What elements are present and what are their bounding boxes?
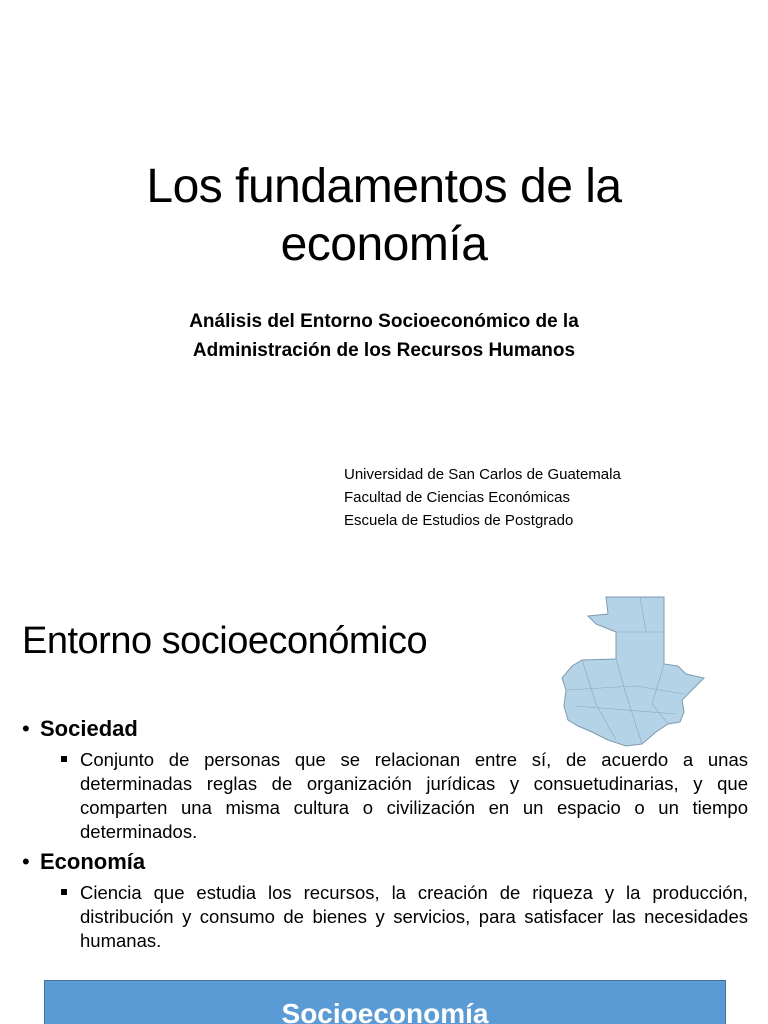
affiliation-university: Universidad de San Carlos de Guatemala — [344, 466, 621, 483]
bullet-economia — [22, 847, 145, 877]
title-line-2: economía — [280, 218, 488, 271]
presentation-subtitle — [0, 307, 768, 365]
affiliation-school: Escuela de Estudios de Postgrado — [344, 512, 574, 529]
definition-text: Ciencia que estudia los recursos, la creación de riqueza y la producción, distribución y consumo de bienes y servicios, para satisfacer las necesidades humanas. — [80, 882, 748, 951]
slide-heading: Entorno socioeconómico — [22, 620, 428, 662]
guatemala-map-icon — [556, 594, 706, 749]
definition-sociedad — [80, 748, 748, 844]
square-bullet-icon — [61, 756, 67, 762]
presentation-title — [0, 158, 768, 274]
bullet-label: Sociedad — [40, 716, 138, 741]
definition-economia — [80, 881, 748, 953]
affiliation-block — [344, 463, 621, 532]
bullet-label: Economía — [40, 849, 146, 874]
subtitle-line-1: Análisis del Entorno Socioeconómico de la — [189, 311, 579, 332]
bullet-marker: • — [22, 849, 30, 874]
slide-entorno — [0, 576, 768, 1024]
socioeconomia-label: Socioeconomía — [281, 998, 489, 1024]
bullet-sociedad — [22, 714, 138, 744]
definition-text: Conjunto de personas que se relacionan entre sí, de acuerdo a unas determinadas reglas de organización jurídicas y consuetudinarias, y que comparten una misma cultura o civilización en un espacio o un tiempo determinados. — [80, 749, 748, 842]
bullet-marker: • — [22, 716, 30, 741]
socioeconomia-box — [44, 980, 726, 1024]
affiliation-faculty: Facultad de Ciencias Económicas — [344, 489, 570, 506]
square-bullet-icon — [61, 889, 67, 895]
title-line-1: Los fundamentos de la — [146, 160, 622, 213]
subtitle-line-2: Administración de los Recursos Humanos — [192, 340, 576, 361]
